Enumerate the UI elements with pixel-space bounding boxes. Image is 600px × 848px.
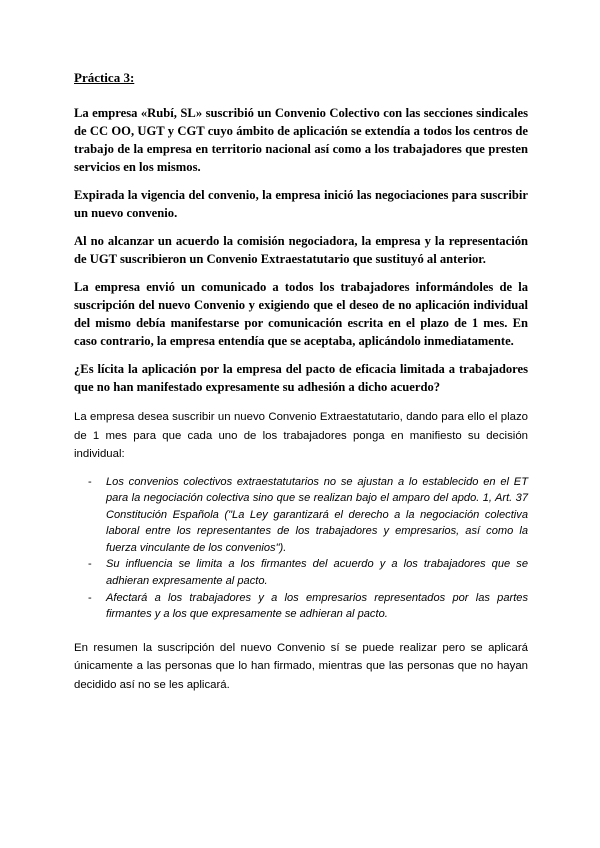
document-page <box>74 70 528 704</box>
list-item <box>74 556 528 589</box>
bullet-list <box>74 474 528 623</box>
conclusion-paragraph: En resumen la suscripción del nuevo Convenio sí se puede realizar pero se aplicará únicamente a las personas que lo han firmado, mientras que las personas que no hayan decidido así no se les aplicará. <box>74 641 528 691</box>
statement-paragraph-1: La empresa «Rubí, SL» suscribió un Convenio Colectivo con las secciones sindicales de CC OO, UGT y CGT cuyo ámbito de aplicación se extendía a todos los centros de trabajo de la empresa en territorio nacional así como a los trabajadores que presten servicios en los mismos. <box>74 106 528 174</box>
statement-paragraph-3: Al no alcanzar un acuerdo la comisión negociadora, la empresa y la representación de UGT suscribieron un Convenio Extraestatutario que sustituyó al anterior. <box>74 234 528 266</box>
statement-paragraph-4: La empresa envió un comunicado a todos los trabajadores informándoles de la suscripción del nuevo Convenio y exigiendo que el deseo de no aplicación individual del mismo debía manifestarse por comunicación escrita en el plazo de 1 mes. En caso contrario, la empresa entendía que se aceptaba, aplicándolo inmediatamente. <box>74 280 528 348</box>
bullet-marker: - <box>88 558 92 571</box>
statement-paragraph-2: Expirada la vigencia del convenio, la empresa inició las negociaciones para suscribir un nuevo convenio. <box>74 188 528 220</box>
list-item <box>74 474 528 557</box>
list-item-text: Afectará a los trabajadores y a los empresarios representados por las partes firmantes y a los que expresamente se adhieran al pacto. <box>106 591 528 621</box>
question-paragraph: ¿Es lícita la aplicación por la empresa del pacto de eficacia limitada a trabajadores que no han manifestado expresamente su adhesión a dicho acuerdo? <box>74 362 528 394</box>
bullet-marker: - <box>88 591 92 604</box>
bullet-marker: - <box>88 475 92 488</box>
list-item <box>74 590 528 623</box>
list-item-text: Su influencia se limita a los firmantes del acuerdo y a los trabajadores que se adhieran expresamente al pacto. <box>106 558 528 588</box>
answer-intro-paragraph: La empresa desea suscribir un nuevo Convenio Extraestatutario, dando para ello el plazo de 1 mes para que cada uno de los trabajadores ponga en manifiesto su decisión individual: <box>74 411 528 460</box>
list-item-text: Los convenios colectivos extraestatutarios no se ajustan a lo establecido en el ET para la negociación colectiva sino que se realizan bajo el amparo del apdo. 1, Art. 37 Constitución Española ("La Ley garantizará el derecho a la negociación colectiva laboral entre los representantes de los trabajadores y empresarios, así como la fuerza vinculante de los convenios"). <box>106 475 528 554</box>
page-title: Práctica 3: <box>74 70 135 85</box>
